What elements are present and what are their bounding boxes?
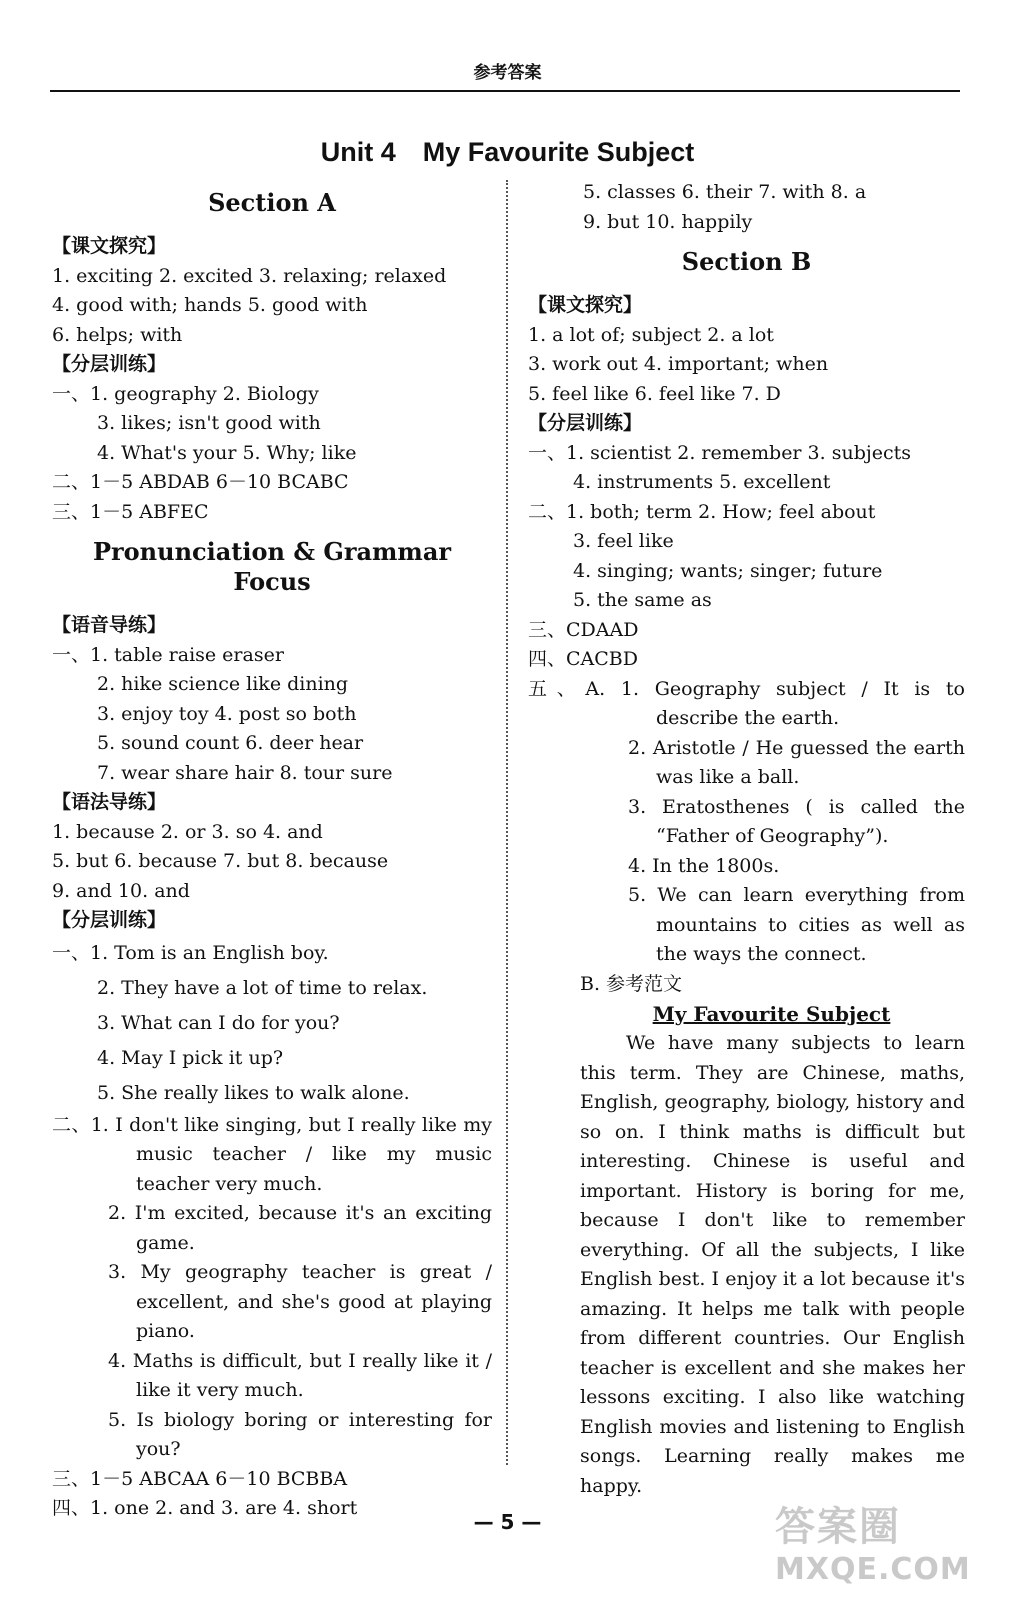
answer-line: 三、1－5 ABCAA 6－10 BCBBA bbox=[52, 1467, 348, 1490]
answer-line: 1. a lot of; subject 2. a lot bbox=[528, 323, 774, 346]
subhead-yufa: 【语法导练】 bbox=[52, 791, 167, 813]
answer-line: 3. enjoy toy 4. post so both bbox=[97, 702, 357, 725]
answer-line: B. 参考范文 bbox=[580, 972, 683, 995]
column-divider bbox=[506, 180, 508, 1465]
answer-line: 5. Is biology boring or interesting for you? bbox=[108, 1408, 492, 1460]
answer-line: 4. In the 1800s. bbox=[628, 854, 780, 877]
answer-line: 3. Eratosthenes ( is called the “Father of Geography”). bbox=[628, 795, 965, 847]
answer-line: 5. She really likes to walk alone. bbox=[97, 1081, 410, 1104]
answer-line: 四、CACBD bbox=[528, 648, 638, 670]
answer-line: 一、1. Tom is an English boy. bbox=[52, 941, 329, 964]
answer-line: 三、CDAAD bbox=[528, 618, 639, 641]
answer-line: 5. the same as bbox=[573, 589, 712, 611]
answer-line: 五、A. 1. Geography subject / It is to describe the earth. bbox=[528, 677, 965, 729]
answer-line: 9. but 10. happily bbox=[583, 210, 753, 233]
answer-line: 2. hike science like dining bbox=[97, 673, 349, 695]
answer-line: 一、1. geography 2. Biology bbox=[52, 382, 319, 405]
subhead-fenceng-2: 【分层训练】 bbox=[52, 909, 167, 931]
subhead-fenceng-b: 【分层训练】 bbox=[528, 412, 643, 434]
answer-line: 4. May I pick it up? bbox=[97, 1046, 284, 1069]
essay-title: My Favourite Subject bbox=[652, 1002, 891, 1026]
right-column bbox=[528, 178, 965, 1501]
answer-line: 四、1. one 2. and 3. are 4. short bbox=[52, 1497, 358, 1519]
answer-line: 4. singing; wants; singer; future bbox=[573, 559, 883, 582]
subhead-kewen: 【课文探究】 bbox=[52, 235, 167, 257]
answer-line: 3. What can I do for you? bbox=[97, 1011, 340, 1034]
pronunciation-title: Pronunciation & Grammar Focus bbox=[92, 537, 452, 596]
answer-line: 5. sound count 6. deer hear bbox=[97, 732, 364, 754]
answer-line: 3. likes; isn't good with bbox=[97, 412, 321, 434]
answer-line: 3. work out 4. important; when bbox=[528, 353, 829, 375]
answer-line: 1. exciting 2. excited 3. relaxing; relaxed bbox=[52, 264, 447, 287]
answer-line: 4. good with; hands 5. good with bbox=[52, 294, 368, 316]
answer-line: 2. I'm excited, because it's an exciting game. bbox=[108, 1202, 492, 1254]
answer-line: 4. instruments 5. excellent bbox=[573, 471, 831, 493]
section-a-title: Section A bbox=[208, 188, 336, 217]
answer-line: 9. and 10. and bbox=[52, 879, 190, 902]
watermark-logo bbox=[775, 1495, 975, 1590]
answer-line: 6. helps; with bbox=[52, 323, 183, 346]
answer-line: 5. classes 6. their 7. with 8. a bbox=[583, 181, 867, 203]
answer-line: 7. wear share hair 8. tour sure bbox=[97, 761, 393, 784]
section-b-title: Section B bbox=[681, 247, 812, 276]
subhead-kewen-b: 【课文探究】 bbox=[528, 294, 643, 316]
answer-line: 4. Maths is difficult, but I really like it / like it very much. bbox=[108, 1349, 492, 1401]
answer-line: 4. What's your 5. Why; like bbox=[97, 441, 357, 464]
essay-body: We have many subjects to learn this term. They are Chinese, maths, English, geography, biology, history and so on. I think maths is difficult but interesting. Chinese is useful and important. History is boring for me, because I don't like to remember everything. Of all the subjects, I like English best. I enjoy it a lot because it's amazing. It helps me talk with people from different countries. Our English teacher is excellent and she makes her lessons exciting. I also like watching English movies and listening to English songs. Learning really makes me happy. bbox=[580, 1032, 965, 1497]
page-number: — 5 — bbox=[473, 1510, 542, 1534]
answer-line: 3. My geography teacher is great / excellent, and she's good at playing piano. bbox=[108, 1261, 492, 1342]
answer-line: 一、1. scientist 2. remember 3. subjects bbox=[528, 441, 912, 464]
answer-line: 5. We can learn everything from mountains to cities as well as the ways the connect. bbox=[628, 884, 965, 965]
answer-line: 一、1. table raise eraser bbox=[52, 643, 284, 666]
answer-line: 5. feel like 6. feel like 7. D bbox=[528, 382, 781, 405]
answer-line: 2. Aristotle / He guessed the earth was like a ball. bbox=[628, 736, 965, 788]
watermark-top: 答案圈 bbox=[775, 1504, 901, 1550]
answer-line: 二、1－5 ABDAB 6－10 BCABC bbox=[52, 471, 349, 493]
answer-line: 3. feel like bbox=[573, 530, 674, 552]
answer-line: 1. because 2. or 3. so 4. and bbox=[52, 820, 323, 843]
answer-line: 二、1. both; term 2. How; feel about bbox=[528, 500, 876, 523]
answer-line: 三、1－5 ABFEC bbox=[52, 500, 209, 523]
page-header: 参考答案 bbox=[473, 63, 542, 83]
answer-line: 2. They have a lot of time to relax. bbox=[97, 976, 428, 999]
watermark-bottom: MXQE.COM bbox=[775, 1552, 971, 1587]
left-column bbox=[52, 178, 492, 1524]
unit-title: Unit 4 My Favourite Subject bbox=[320, 137, 695, 167]
answer-line: 5. but 6. because 7. but 8. because bbox=[52, 850, 389, 872]
subhead-yuyin: 【语音导练】 bbox=[52, 614, 167, 636]
answer-line: 二、1. I don't like singing, but I really like my music teacher / like my music teacher very much. bbox=[52, 1113, 492, 1195]
subhead-fenceng: 【分层训练】 bbox=[52, 353, 167, 375]
header-rule bbox=[50, 90, 960, 92]
